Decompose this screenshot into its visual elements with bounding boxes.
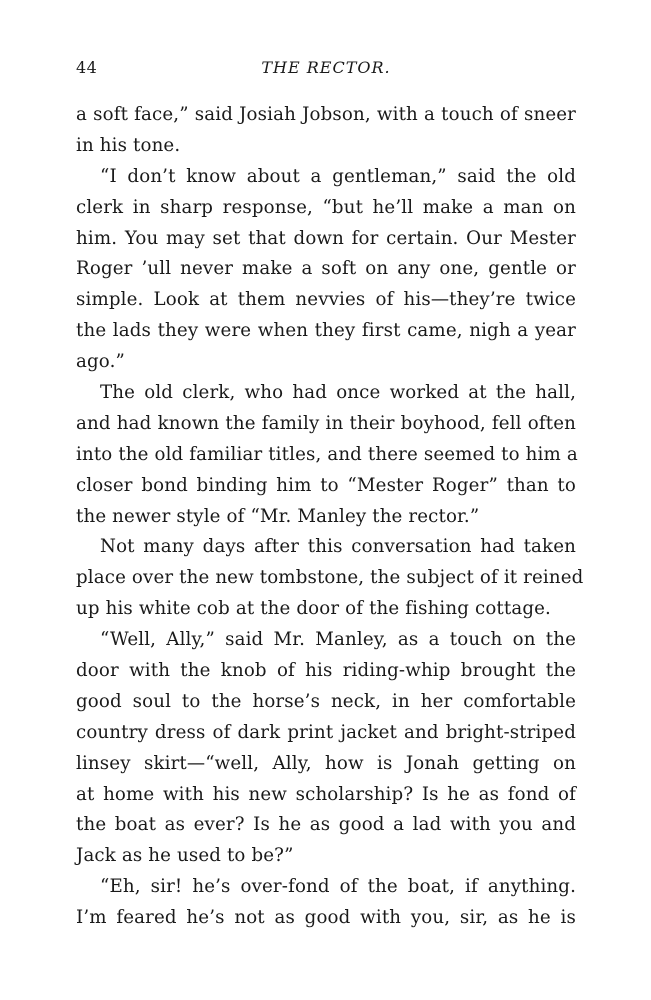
- text-line: Roger ’ull never make a soft on any one, gentle or: [76, 258, 576, 280]
- text-line: door with the knob of his riding-whip brought the: [76, 660, 576, 682]
- text-line: up his white cob at the door of the fishing cottage.: [76, 598, 551, 620]
- text-line: good soul to the horse’s neck, in her comfortable: [76, 690, 576, 712]
- text-line: “Well, Ally,” said Mr. Manley, as a touch on the: [100, 629, 576, 651]
- text-line: closer bond binding him to “Mester Roger” than to: [76, 474, 576, 496]
- page-header: [76, 58, 576, 84]
- text-line: simple. Look at them nevvies of his—they’re twice: [76, 289, 576, 311]
- text-line: at home with his new scholarship? Is he as fond of: [76, 783, 576, 805]
- text-line: Jack as he used to be?”: [76, 845, 294, 867]
- page-number: 44: [76, 58, 98, 77]
- text-line: and had known the family in their boyhood, fell often: [76, 412, 576, 434]
- text-line: him. You may set that down for certain. Our Mester: [76, 227, 576, 249]
- text-line: clerk in sharp response, “but he’ll make a man on: [76, 196, 576, 218]
- text-line: a soft face,” said Josiah Jobson, with a touch of sneer: [76, 104, 576, 125]
- text-line: place over the new tombstone, the subject of it reined: [76, 567, 584, 589]
- text-line: “I don’t know about a gentleman,” said the old: [100, 165, 576, 187]
- body-text: [76, 100, 584, 934]
- text-line: ago.”: [76, 351, 125, 373]
- text-line: the newer style of “Mr. Manley the rector.”: [76, 505, 480, 527]
- text-line: into the old familiar titles, and there seemed to him a: [76, 443, 578, 465]
- text-line: the lads they were when they first came, nigh a year: [76, 320, 576, 342]
- text-line: The old clerk, who had once worked at the hall,: [100, 382, 576, 404]
- text-line: I’m feared he’s not as good with you, sir, as he is: [76, 907, 576, 929]
- text-line: country dress of dark print jacket and bright-striped: [76, 721, 576, 743]
- running-title: THE RECTOR.: [261, 58, 391, 77]
- text-line: linsey skirt—“well, Ally, how is Jonah getting on: [76, 752, 576, 774]
- text-line: the boat as ever? Is he as good a lad with you and: [76, 814, 576, 836]
- text-line: Not many days after this conversation had taken: [100, 536, 576, 558]
- text-line: in his tone.: [76, 134, 181, 156]
- text-line: “Eh, sir! he’s over-fond of the boat, if anything.: [100, 876, 576, 898]
